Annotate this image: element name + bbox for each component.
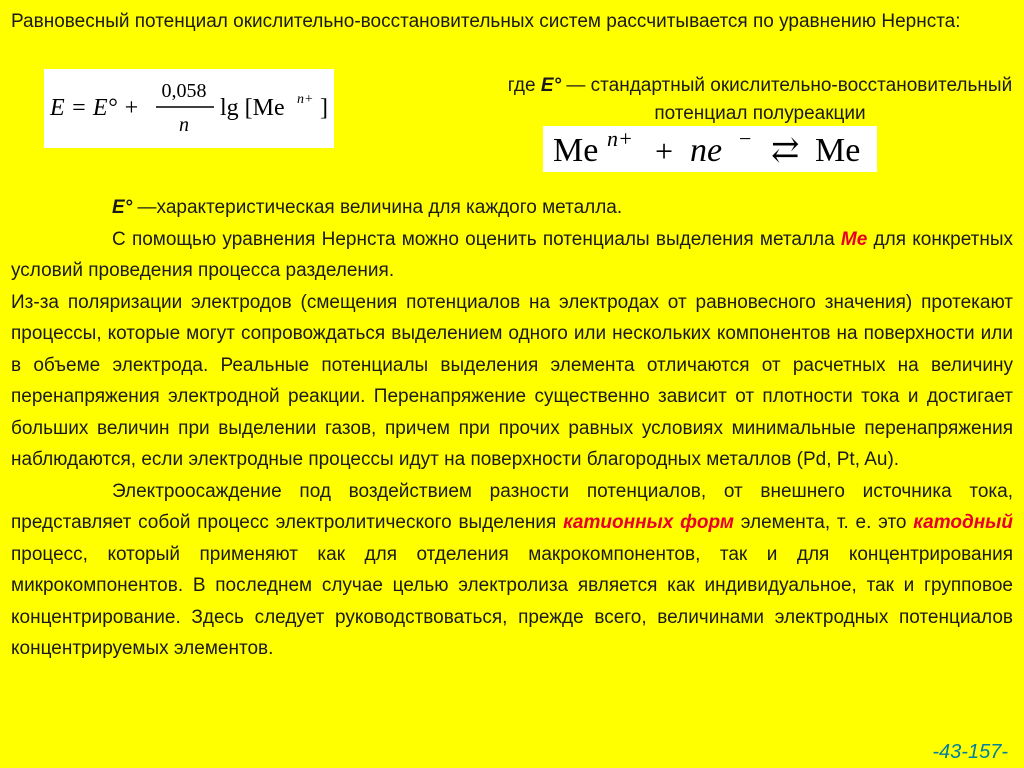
reaction-right: Me [815, 132, 861, 169]
where-symbol: E° [540, 75, 562, 96]
p4-text-a: Электроосаждение под воздействием разности потенциалов, от внешнего источника тока, представляет собой процесс электролитического выделения [11, 480, 1013, 533]
formula-numerator: 0,058 [161, 80, 207, 102]
p2-text-b: для конкретных условий проведения процесса разделения. [11, 228, 1013, 281]
p1-symbol: E° [112, 197, 133, 218]
where-text: — стандартный окислительно-восстановительный потенциал полуреакции [561, 75, 1013, 124]
reaction-plus: + [655, 133, 674, 169]
p1-text: —характеристическая величина для каждого металла. [132, 197, 623, 218]
p4-cationic-forms: катионных форм [563, 512, 734, 533]
where-note [500, 72, 1020, 128]
formula-denominator: n [179, 114, 189, 136]
p2-text-a: С помощью уравнения Нернста можно оценить потенциалы выделения металла [112, 228, 841, 250]
p4-text-c: процесс, который применяют как для отделения макрокомпонентов, так и для концентрирования микрокомпонентов. В последнем случае целью электролиза является как индивидуальное, так и групповое концентрирование. Здесь следует руководствоваться, прежде всего, величинами электродных потенциалов концентрируемых элементов. [11, 543, 1013, 659]
p4-cathodic: катодный [913, 512, 1014, 533]
reaction-arrow: ⇄ [771, 132, 800, 169]
main-text [11, 192, 1013, 665]
formula-tail: lg [Me [220, 95, 285, 121]
reaction-left-sup: n+ [607, 126, 633, 151]
formula-lhs: E = E° + [50, 95, 140, 121]
formula-close: ] [320, 95, 328, 121]
reaction-electron: ne [690, 132, 723, 169]
page-number: -43-157- [932, 741, 1008, 763]
half-reaction-image [543, 126, 877, 172]
paragraph-2 [11, 224, 1013, 287]
intro-text: Равновесный потенциал окислительно-восстановительных систем рассчитывается по уравнению Нернста: [11, 11, 961, 32]
formula-superscript: n+ [297, 92, 314, 107]
reaction-electron-sup: − [739, 126, 752, 151]
paragraph-4 [11, 476, 1013, 665]
paragraph-3: Из-за поляризации электродов (смещения потенциалов на электродах от равновесного значения) протекают процессы, которые могут сопровождаться выделением одного или нескольких компонентов на поверхности или в объеме электрода. Реальные потенциалы выделения элемента отличаются от расчетных на величину перенапряжения электродной реакции. Перенапряжение существенно зависит от плотности тока и достигает больших величин при выделении газов, причем при прочих равных условиях минимальные перенапряжения наблюдаются, если электродные процессы идут на поверхности благородных металлов (Pd, Pt, Au). [11, 291, 1013, 470]
paragraph-1 [11, 192, 1013, 224]
reaction-left: Me [553, 132, 599, 169]
nernst-equation-image [44, 69, 334, 148]
where-prefix: где [507, 75, 541, 96]
p2-me: Me [840, 228, 868, 250]
p4-text-b: элемента, т. е. это [733, 512, 914, 533]
